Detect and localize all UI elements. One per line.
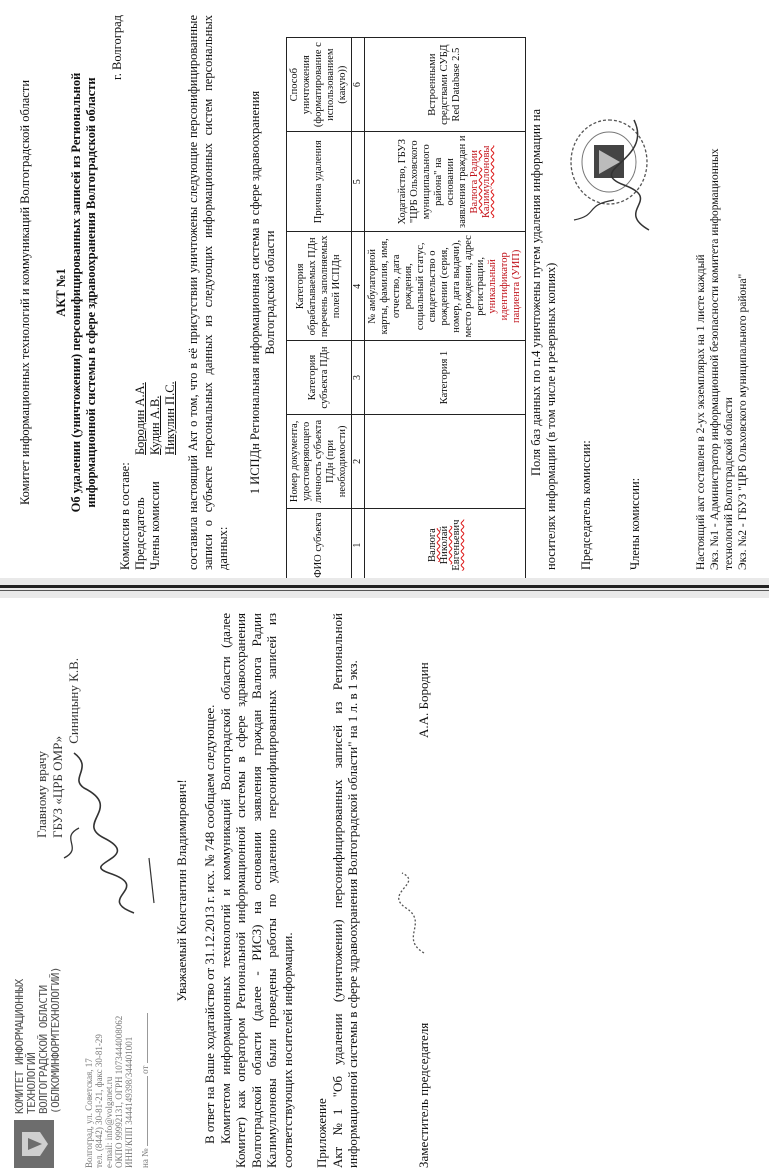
org-line: (ОБЛКОМИНФОРМТЕХНОЛОГИЙ) [49,967,62,1114]
org-line: ВОЛГОГРАДСКОЙ ОБЛАСТИ [37,985,50,1114]
page-divider [0,578,769,598]
members-label: Члены комиссии [148,481,162,570]
appendix-block [314,613,361,1168]
member-row-2 [163,250,178,570]
committee-header: Комитет информационных технологий и коммуникаций Волгоградской области [18,79,32,506]
after-table-2: носителях информации (в том числе и резервных копиях) [544,262,558,570]
address-line: e-mail: info@volganet.ru [104,1076,114,1168]
cell-fields [365,232,526,341]
act-page [0,0,769,578]
col-number: 3 [352,341,365,414]
members-sign-label: Члены комиссии: [628,477,642,570]
act-content [14,15,754,578]
col-number: 1 [352,509,365,578]
col-number: 6 [352,38,365,132]
org-line: ТЕХНОЛОГИЙ [25,1052,38,1114]
chair-row [133,250,148,570]
member-row-1 [148,250,163,570]
system-name [248,15,278,570]
divider-line [0,585,769,588]
col-header: ФИО субъекта [287,509,352,578]
org-address [84,928,150,1168]
address-line: ОКПО 99992131, ОГРН 1073444008062 [114,1015,124,1168]
spacer [163,455,178,570]
letter-body [202,613,295,1168]
divider-line [0,590,769,591]
col-header: Номер документа, удостоверяющего личность субъекта ПДн (при необходимости) [287,414,352,509]
letter-page [0,598,769,1172]
footer-4: Экз. №2 - ГБУЗ "ЦРБ Ольховского муниципального района" [737,273,749,570]
footer-3: технологий Волгоградской области [723,397,735,570]
cell-fio: Валюга Николай Евгеньевич [365,509,526,578]
reason-red-text: Валюга Радии Калимуллоновы [469,145,492,219]
fields-red-text: уникальный идентификатор пациента (УИП) [487,249,522,324]
paragraph-1: В ответ на Ваше ходатайство от 31.12.2013 г. исх. № 748 сообщаем следующее. [202,704,217,1144]
after-table-1: Поля баз данных по п.4 уничтожены путем удаления информации на [529,109,543,476]
footer-1: Настоящий акт составлен в 2-ух экземплярах на 1 листе каждый [695,254,707,570]
signer-title: Заместитель председателя [416,1022,431,1168]
chair-name: Бородин А.А. [133,382,147,455]
cell-doc [365,414,526,509]
act-title-block [54,15,99,570]
records-table [286,37,526,578]
system-name-1: 1 ИСПДн Региональная информационная система в сфере здравоохранения [248,90,262,495]
address-line: Волгоград, ул. Советская, 17 [84,1058,94,1168]
cell-method: Встроенными средствами СУБД Red Database 2.5 [365,38,526,132]
commission-label: Комиссия в составе: [118,462,132,570]
reason-text: Ходатайство, ГБУЗ "ЦРБ Ольховского муниципального района" на основании заявления граждан и [397,135,468,228]
org-header [14,924,62,1114]
col-number: 5 [352,132,365,232]
member-1: Кудин А.В. [148,395,162,455]
appendix-label: Приложение [314,1098,329,1168]
col-header: Способ уничтожения (форматирование с использованием (какую)) [287,38,352,132]
fields-text: № амбулаторной карты, фамилия, имя, отчество, дата рождения, социальный статус, свидетельство о рождении (серия, номер, дата выдачи), место рождения, адрес регистрации, [367,235,486,338]
footer-2: Экз. №1 - Администратор информационной безопасности комитета информационных [709,148,721,570]
act-footer [694,15,750,570]
col-header: Категория субъекта ПДн [287,341,352,414]
letter-content [14,613,754,1168]
act-title: АКТ №1 [54,268,68,317]
ref-blank [147,1013,148,1063]
col-header: Категория обрабатываемых ПДн перечень заполняемых полей ИСПДн [287,232,352,341]
table-header-row [287,38,352,579]
cell-category: Категория 1 [365,341,526,414]
reference-line [140,928,150,1168]
address-line: ИНН/КПП 3444149398/344401001 [124,1036,134,1168]
handwritten-signature [394,868,434,958]
ref-from: от [140,1065,150,1074]
table-row [365,38,526,579]
commission-block [118,250,178,570]
org-line: КОМИТЕТ ИНФОРМАЦИОННЫХ [13,979,26,1114]
recipient-line: Главному врачу [34,750,49,838]
table-number-row [352,38,365,579]
handwritten-signature [54,748,164,918]
chair-sign-label: Председатель комиссии: [579,440,593,570]
act-subtitle-2: информационной системы в сфере здравоохранения Волгоградской области [84,77,98,508]
recipient-line: ГБУЗ «ЦРБ ОМР» [50,735,65,838]
cell-reason [365,132,526,232]
col-header: Причина удаления [287,132,352,232]
address-line: тел. (8442) 30-81-21, факс 30-81-29 [94,1034,104,1168]
recipient-line: Синицыну К.В. [66,658,81,744]
appendix-text: Акт №1 "Об удалении (уничтожении) персонифицированных записей из Региональной информационной системы в сфере здравоохранения Волгоградской области" на 1 л. в 1 экз. [329,613,360,1168]
salutation: Уважаемый Константин Владимирович! [174,779,189,1002]
act-intro: составила настоящий Акт о том, что в её присутствии уничтожены следующие персонифицированные записи о субъекте персональных данных из следующих информационных систем персональных данных: [186,15,230,570]
ref-blank [147,1076,148,1146]
col-number: 2 [352,414,365,509]
city: г. Волгоград [110,15,124,80]
signer-name: А.А. Бородин [416,662,431,738]
chair-label: Председатель [133,497,147,570]
member-2: Никулин П.С. [163,381,177,455]
ref-label: на № [140,1148,150,1168]
act-subtitle-1: Об удалении (уничтожении) персонифицированных записей из Региональной [69,72,83,513]
col-number: 4 [352,232,365,341]
stamp-and-signature [554,100,674,240]
paragraph-2: Комитетом информационных технологий и коммуникаций Волгоградской области (далее Комитет) как оператором Региональной информационной системы в сфере здравоохранения Волгоградской области (далее - РИСЗ) на основании заявления граждан Валюга Радии Калимуллоновы были проведены работы по удалению персонифицированных записей из соответствующих носителей информации. [217,613,295,1168]
after-table-text [529,15,559,570]
system-name-2: Волгоградской области [263,230,277,355]
coat-of-arms-icon [14,1120,54,1168]
